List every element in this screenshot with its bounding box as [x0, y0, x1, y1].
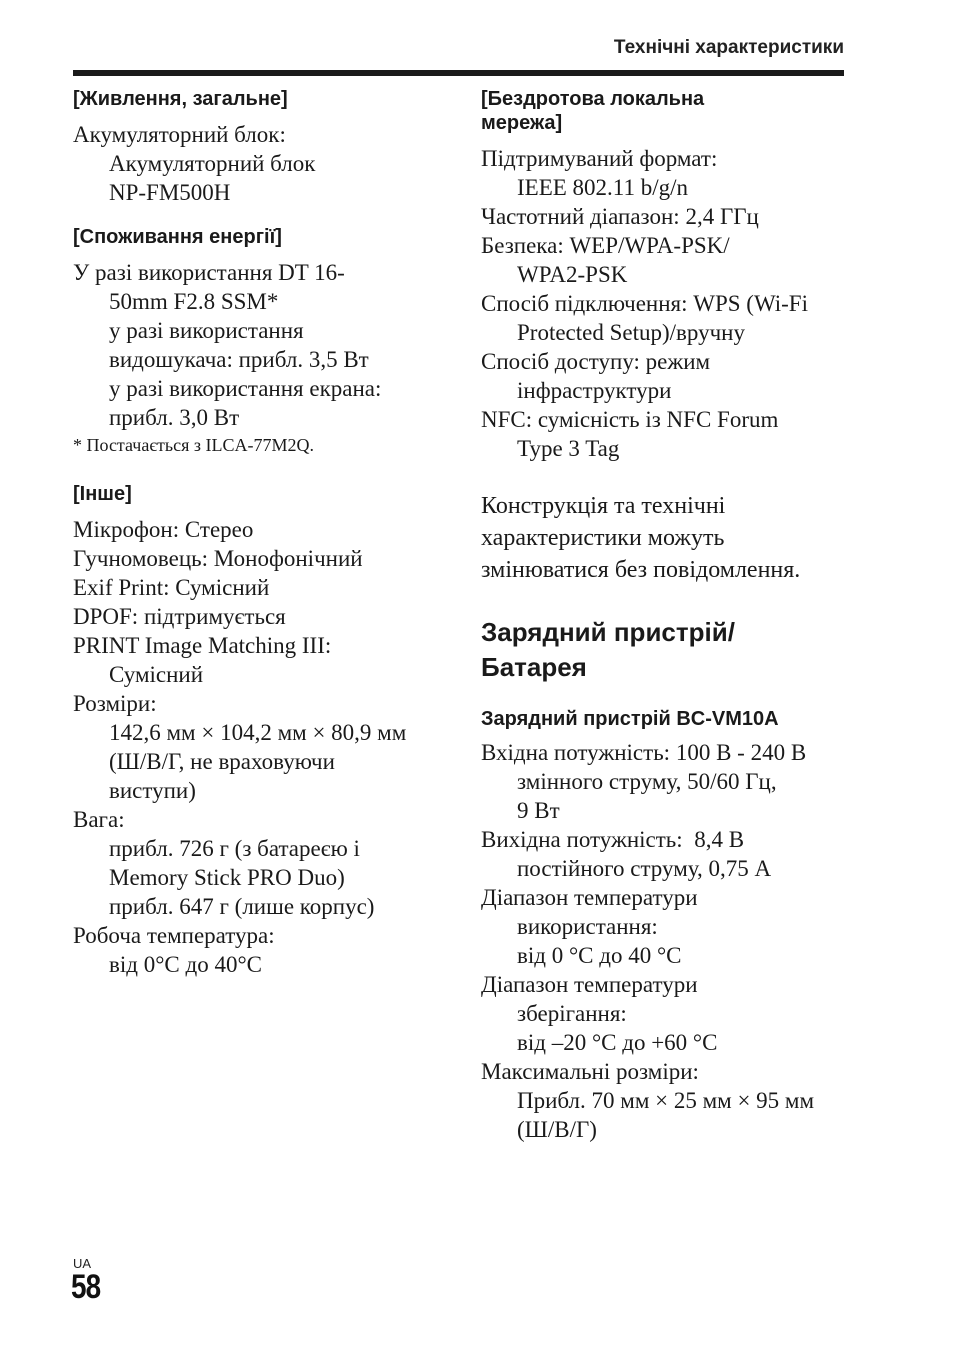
wlan-line: WPA2-PSK: [517, 262, 628, 287]
wlan-line: Type 3 Tag: [517, 436, 620, 461]
charger-heading: Зарядний пристрій BC-VM10A: [481, 708, 779, 730]
consumption-line: у разі використання екрана:: [109, 376, 382, 401]
wlan-line: Безпека: WEP/WPA-PSK/: [481, 233, 730, 258]
charger-line: Діапазон температури: [481, 885, 698, 910]
section-title: Зарядний пристрій/: [481, 617, 735, 647]
charger-line: 9 Вт: [517, 798, 560, 823]
other-heading: [Інше]: [73, 483, 132, 505]
wlan-heading: мережа]: [481, 112, 563, 134]
wlan-line: Спосіб підключення: WPS (Wi-Fi: [481, 291, 808, 316]
other-line: від 0°C до 40°C: [109, 952, 262, 977]
notice-line: змінюватися без повідомлення.: [481, 557, 801, 583]
other-line: 142,6 мм × 104,2 мм × 80,9 мм: [109, 720, 407, 745]
wlan-line: інфраструктури: [517, 378, 672, 403]
other-line: DPOF: підтримується: [73, 604, 286, 629]
other-line: Memory Stick PRO Duo): [109, 865, 345, 890]
wlan-heading: [Бездротова локальна: [481, 88, 705, 110]
wlan-line: IEEE 802.11 b/g/n: [517, 175, 688, 200]
other-line: Сумісний: [109, 662, 204, 687]
other-line: прибл. 726 г (з батареєю і: [109, 836, 360, 861]
wlan-line: Частотний діапазон: 2,4 ГГц: [481, 204, 759, 229]
wlan-line: NFC: сумісність із NFC Forum: [481, 407, 779, 432]
consumption-line: видошукача: прибл. 3,5 Вт: [109, 347, 369, 372]
wlan-line: Підтримуваний формат:: [481, 146, 718, 171]
other-line: Гучномовець: Монофонічний: [73, 546, 363, 571]
charger-line: постійного струму, 0,75 А: [517, 856, 772, 881]
charger-line: Діапазон температури: [481, 972, 698, 997]
charger-line: від 0 °C до 40 °C: [517, 943, 682, 968]
other-line: Вага:: [73, 807, 125, 832]
charger-line: від –20 °C до +60 °C: [517, 1030, 718, 1055]
header-rule: [73, 70, 844, 76]
consumption-heading: [Споживання енергії]: [73, 226, 282, 248]
power-heading: [Живлення, загальне]: [73, 88, 288, 110]
left-column: [73, 87, 443, 979]
consumption-line: у разі використання: [109, 318, 304, 343]
charger-line: використання:: [517, 914, 658, 939]
charger-line: (Ш/В/Г): [517, 1117, 597, 1142]
charger-line: Прибл. 70 мм × 25 мм × 95 мм: [517, 1088, 815, 1113]
charger-line: змінного струму, 50/60 Гц,: [517, 769, 777, 794]
page-number: 58: [71, 1268, 101, 1306]
other-line: Робоча температура:: [73, 923, 275, 948]
other-line: Розміри:: [73, 691, 157, 716]
wlan-line: Спосіб доступу: режим: [481, 349, 711, 374]
right-column: [481, 87, 851, 1144]
charger-line: Вхідна потужність: 100 В - 240 В: [481, 740, 807, 765]
wlan-line: Protected Setup)/вручну: [517, 320, 745, 345]
section-title: Батарея: [481, 652, 587, 682]
charger-line: Вихідна потужність: 8,4 В: [481, 827, 745, 852]
power-line: NP-FM500H: [109, 180, 231, 205]
consumption-line: прибл. 3,0 Вт: [109, 405, 240, 430]
consumption-line: 50mm F2.8 SSM*: [109, 289, 279, 314]
notice-line: характеристики можуть: [481, 525, 725, 551]
other-line: Exif Print: Сумісний: [73, 575, 270, 600]
consumption-line: У разі використання DT 16-: [73, 260, 345, 285]
power-line: Акумуляторний блок:: [73, 122, 286, 147]
other-line: прибл. 647 г (лише корпус): [109, 894, 375, 919]
language-code: UA: [73, 1256, 92, 1271]
other-line: Мікрофон: Стерео: [73, 517, 254, 542]
footnote: * Постачається з ILCA-77M2Q.: [73, 435, 315, 455]
notice-line: Конструкція та технічні: [481, 493, 726, 519]
other-line: (Ш/В/Г, не враховуючи: [109, 749, 335, 774]
charger-line: Максимальні розміри:: [481, 1059, 699, 1084]
other-line: PRINT Image Matching III:: [73, 633, 332, 658]
charger-line: зберігання:: [517, 1001, 627, 1026]
running-header: Технічні характеристики: [613, 37, 844, 58]
other-line: виступи): [109, 778, 196, 803]
power-line: Акумуляторний блок: [109, 151, 316, 176]
